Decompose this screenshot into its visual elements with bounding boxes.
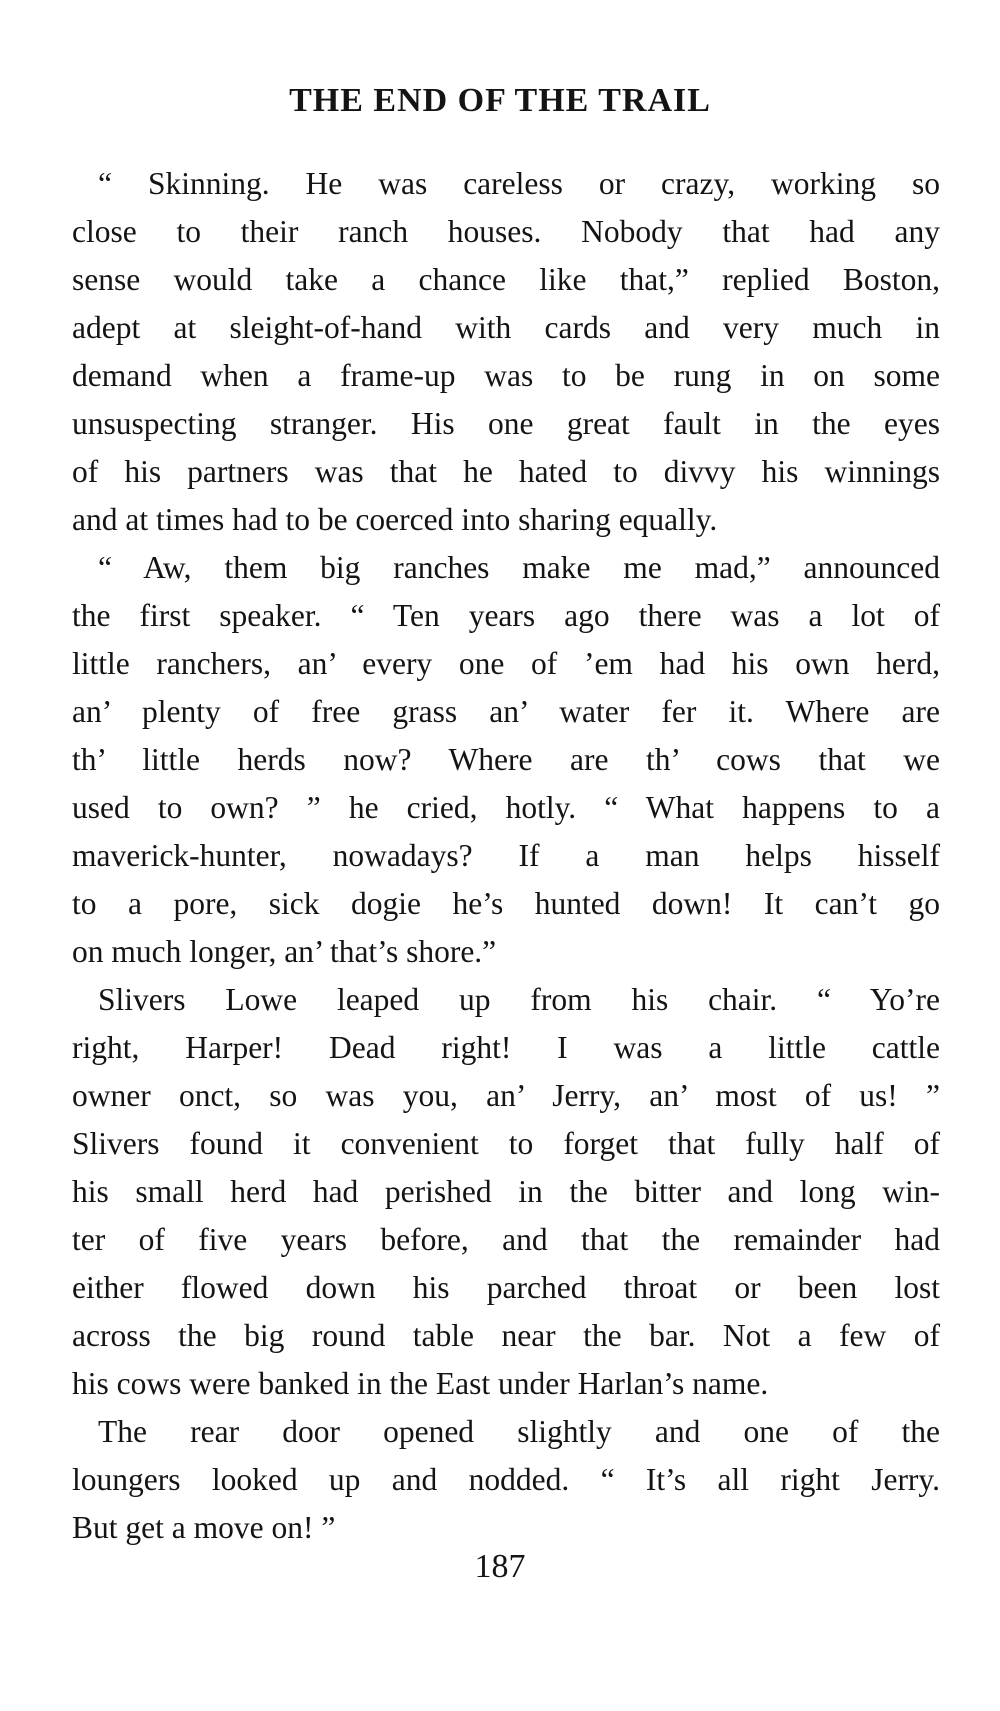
text-line: “ Aw, them big ranches make me mad,” announced	[98, 550, 940, 585]
paragraph-4	[72, 1408, 940, 1552]
text-line: his small herd had perished in the bitter and long win-	[72, 1174, 940, 1209]
text-line: of his partners was that he hated to divvy his winnings	[72, 454, 940, 489]
text-line: sense would take a chance like that,” replied Boston,	[72, 262, 940, 297]
body-text	[72, 160, 940, 1552]
text-line: owner onct, so was you, an’ Jerry, an’ most of us! ”	[72, 1078, 940, 1113]
text-line: adept at sleight-of-hand with cards and very much in	[72, 310, 940, 345]
text-line: loungers looked up and nodded. “ It’s all right Jerry.	[72, 1462, 940, 1497]
text-line: th’ little herds now? Where are th’ cows that we	[72, 742, 940, 777]
text-line: the first speaker. “ Ten years ago there was a lot of	[72, 598, 940, 633]
text-line: Slivers found it convenient to forget that fully half of	[72, 1126, 940, 1161]
paragraph-2	[72, 544, 940, 976]
text-line: demand when a frame-up was to be rung in on some	[72, 358, 940, 393]
text-line: The rear door opened slightly and one of the	[98, 1414, 940, 1449]
page-number: 187	[474, 1548, 526, 1585]
paragraph-3	[72, 976, 940, 1408]
text-line: his cows were banked in the East under Harlan’s name.	[72, 1366, 769, 1401]
text-line: right, Harper! Dead right! I was a little cattle	[72, 1030, 940, 1065]
text-line: used to own? ” he cried, hotly. “ What happens to a	[72, 790, 940, 825]
text-line: maverick-hunter, nowadays? If a man helps hisself	[72, 838, 940, 873]
paragraph-1	[72, 160, 940, 544]
text-line: Slivers Lowe leaped up from his chair. “ Yo’re	[98, 982, 940, 1017]
text-line: close to their ranch houses. Nobody that had any	[72, 214, 940, 249]
text-line: ter of five years before, and that the remainder had	[72, 1222, 940, 1257]
text-line: an’ plenty of free grass an’ water fer it. Where are	[72, 694, 940, 729]
running-title: THE END OF THE TRAIL	[289, 82, 711, 119]
text-line: unsuspecting stranger. His one great fault in the eyes	[72, 406, 940, 441]
text-line: either flowed down his parched throat or been lost	[72, 1270, 940, 1305]
text-line: and at times had to be coerced into sharing equally.	[72, 502, 718, 537]
text-line: across the big round table near the bar. Not a few of	[72, 1318, 940, 1353]
text-line: But get a move on! ”	[72, 1510, 336, 1545]
text-line: to a pore, sick dogie he’s hunted down! It can’t go	[72, 886, 940, 921]
text-line: “ Skinning. He was careless or crazy, working so	[98, 166, 940, 201]
text-line: little ranchers, an’ every one of ’em had his own herd,	[72, 646, 940, 681]
text-line: on much longer, an’ that’s shore.”	[72, 934, 497, 969]
